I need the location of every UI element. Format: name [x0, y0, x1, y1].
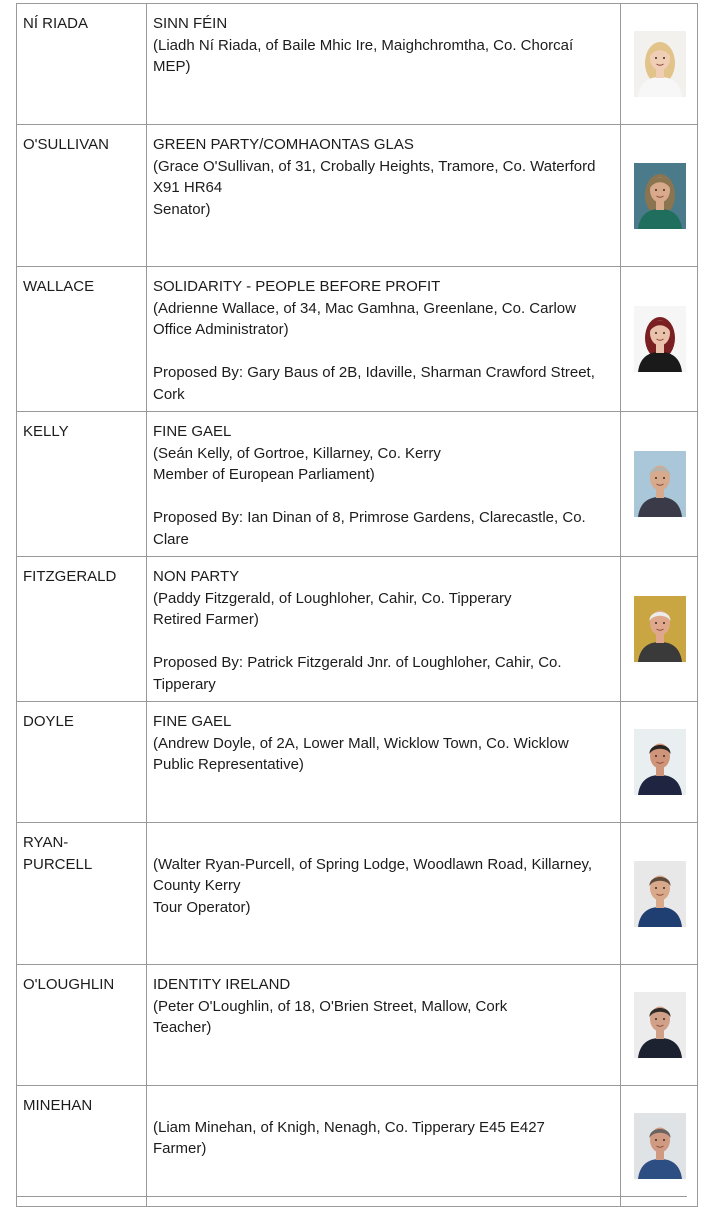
candidate-photo-cell [621, 4, 698, 125]
candidate-details-cell [147, 823, 621, 965]
candidate-portrait-icon [634, 31, 686, 97]
candidate-surname: RYAN- [23, 834, 69, 851]
candidate-portrait-icon [634, 306, 686, 372]
party-name: IDENTITY IRELAND [153, 976, 291, 993]
candidate-detail-line: Farmer) [153, 1140, 207, 1157]
candidate-detail-line: (Seán Kelly, of Gortroe, Killarney, Co. Kerry [153, 444, 441, 462]
candidate-detail-line: (Liam Minehan, of Knigh, Nenagh, Co. Tipperary E45 E427 [153, 1118, 545, 1136]
candidate-surname-cell [17, 823, 147, 965]
candidate-detail-line: Public Representative) [153, 756, 304, 773]
candidate-row [17, 125, 698, 267]
candidate-detail-line: Office Administrator) [153, 321, 289, 338]
candidate-row [17, 1086, 698, 1207]
candidate-portrait-icon [634, 992, 686, 1058]
proposer-line: Clare [153, 530, 189, 548]
candidate-photo-cell [621, 1086, 698, 1207]
proposer-line: Cork [153, 385, 185, 403]
candidates-table-body [17, 4, 698, 1207]
candidate-detail-line: Tour Operator) [153, 898, 251, 916]
candidate-surname: NÍ RIADA [23, 15, 89, 32]
party-name: FINE GAEL [153, 713, 232, 730]
candidate-portrait-icon [634, 861, 686, 927]
candidate-detail-line: (Adrienne Wallace, of 34, Mac Gamhna, Greenlane, Co. Carlow [153, 299, 576, 317]
candidate-surname: FITZGERALD [23, 568, 117, 585]
candidate-surname: PURCELL [23, 855, 93, 873]
candidate-portrait-icon [634, 1113, 686, 1179]
candidate-surname-cell [17, 4, 147, 125]
candidate-detail-line: (Peter O'Loughlin, of 18, O'Brien Street, Mallow, Cork [153, 997, 508, 1015]
candidate-detail-line: (Paddy Fitzgerald, of Loughloher, Cahir, Co. Tipperary [153, 589, 512, 607]
candidate-photo-cell [621, 557, 698, 702]
candidate-row [17, 557, 698, 702]
candidate-details-cell [147, 125, 621, 267]
candidate-detail-line: (Grace O'Sullivan, of 31, Crobally Heights, Tramore, Co. Waterford [153, 157, 596, 175]
candidate-surname: KELLY [23, 423, 69, 440]
candidate-details-cell [147, 4, 621, 125]
spacer [153, 631, 614, 653]
candidate-detail-line: (Liadh Ní Riada, of Baile Mhic Ire, Maighchromtha, Co. Chorcaí [153, 36, 574, 54]
party-name: NON PARTY [153, 568, 240, 585]
candidate-surname: O'LOUGHLIN [23, 976, 115, 993]
spacer [153, 341, 614, 363]
candidate-surname: MINEHAN [23, 1097, 93, 1114]
proposer-line: Proposed By: Patrick Fitzgerald Jnr. of Loughloher, Cahir, Co. [153, 654, 562, 671]
party-blank [153, 1095, 614, 1117]
candidate-portrait-icon [634, 729, 686, 795]
candidate-row [17, 412, 698, 557]
candidate-surname-cell [17, 965, 147, 1086]
candidate-details-cell [147, 557, 621, 702]
candidate-surname-cell [17, 1086, 147, 1207]
candidate-surname-cell [17, 702, 147, 823]
candidate-photo-cell [621, 412, 698, 557]
candidate-surname-cell [17, 125, 147, 267]
candidate-detail-line: Retired Farmer) [153, 611, 259, 628]
proposer-line: Proposed By: Ian Dinan of 8, Primrose Gardens, Clarecastle, Co. [153, 509, 586, 526]
candidate-detail-line: MEP) [153, 58, 191, 75]
candidate-details-cell [147, 412, 621, 557]
table-bottom-rule [16, 1196, 687, 1197]
candidate-surname: O'SULLIVAN [23, 136, 109, 153]
candidate-photo-cell [621, 267, 698, 412]
party-name: SINN FÉIN [153, 15, 228, 32]
candidate-detail-line: (Walter Ryan-Purcell, of Spring Lodge, Woodlawn Road, Killarney, [153, 855, 593, 873]
party-name: SOLIDARITY - PEOPLE BEFORE PROFIT [153, 278, 441, 295]
candidate-details-cell [147, 965, 621, 1086]
candidate-surname-cell [17, 557, 147, 702]
candidate-photo-cell [621, 965, 698, 1086]
candidate-portrait-icon [634, 596, 686, 662]
candidate-detail-line: County Kerry [153, 877, 241, 894]
candidate-row [17, 4, 698, 125]
candidate-detail-line: Teacher) [153, 1019, 212, 1036]
candidate-row [17, 267, 698, 412]
candidate-row [17, 965, 698, 1086]
spacer [153, 486, 614, 508]
candidate-details-cell [147, 702, 621, 823]
candidate-detail-line: Member of European Parliament) [153, 466, 375, 483]
candidate-portrait-icon [634, 451, 686, 517]
candidate-detail-line: Senator) [153, 200, 211, 218]
candidates-table [16, 3, 698, 1207]
party-name: GREEN PARTY/COMHAONTAS GLAS [153, 136, 414, 153]
candidate-row [17, 823, 698, 965]
candidate-details-cell [147, 267, 621, 412]
candidate-photo-cell [621, 702, 698, 823]
candidate-details-cell [147, 1086, 621, 1207]
candidate-surname-cell [17, 267, 147, 412]
party-blank [153, 832, 614, 854]
party-name: FINE GAEL [153, 423, 232, 440]
candidate-detail-line: (Andrew Doyle, of 2A, Lower Mall, Wicklow Town, Co. Wicklow [153, 734, 569, 752]
candidate-detail-line: X91 HR64 [153, 179, 223, 196]
proposer-line: Tipperary [153, 675, 216, 693]
candidate-row [17, 702, 698, 823]
proposer-line: Proposed By: Gary Baus of 2B, Idaville, Sharman Crawford Street, [153, 364, 595, 381]
candidate-photo-cell [621, 125, 698, 267]
candidate-surname: WALLACE [23, 278, 95, 295]
candidate-photo-cell [621, 823, 698, 965]
candidate-surname-cell [17, 412, 147, 557]
candidate-surname: DOYLE [23, 713, 74, 730]
candidate-portrait-icon [634, 163, 686, 229]
